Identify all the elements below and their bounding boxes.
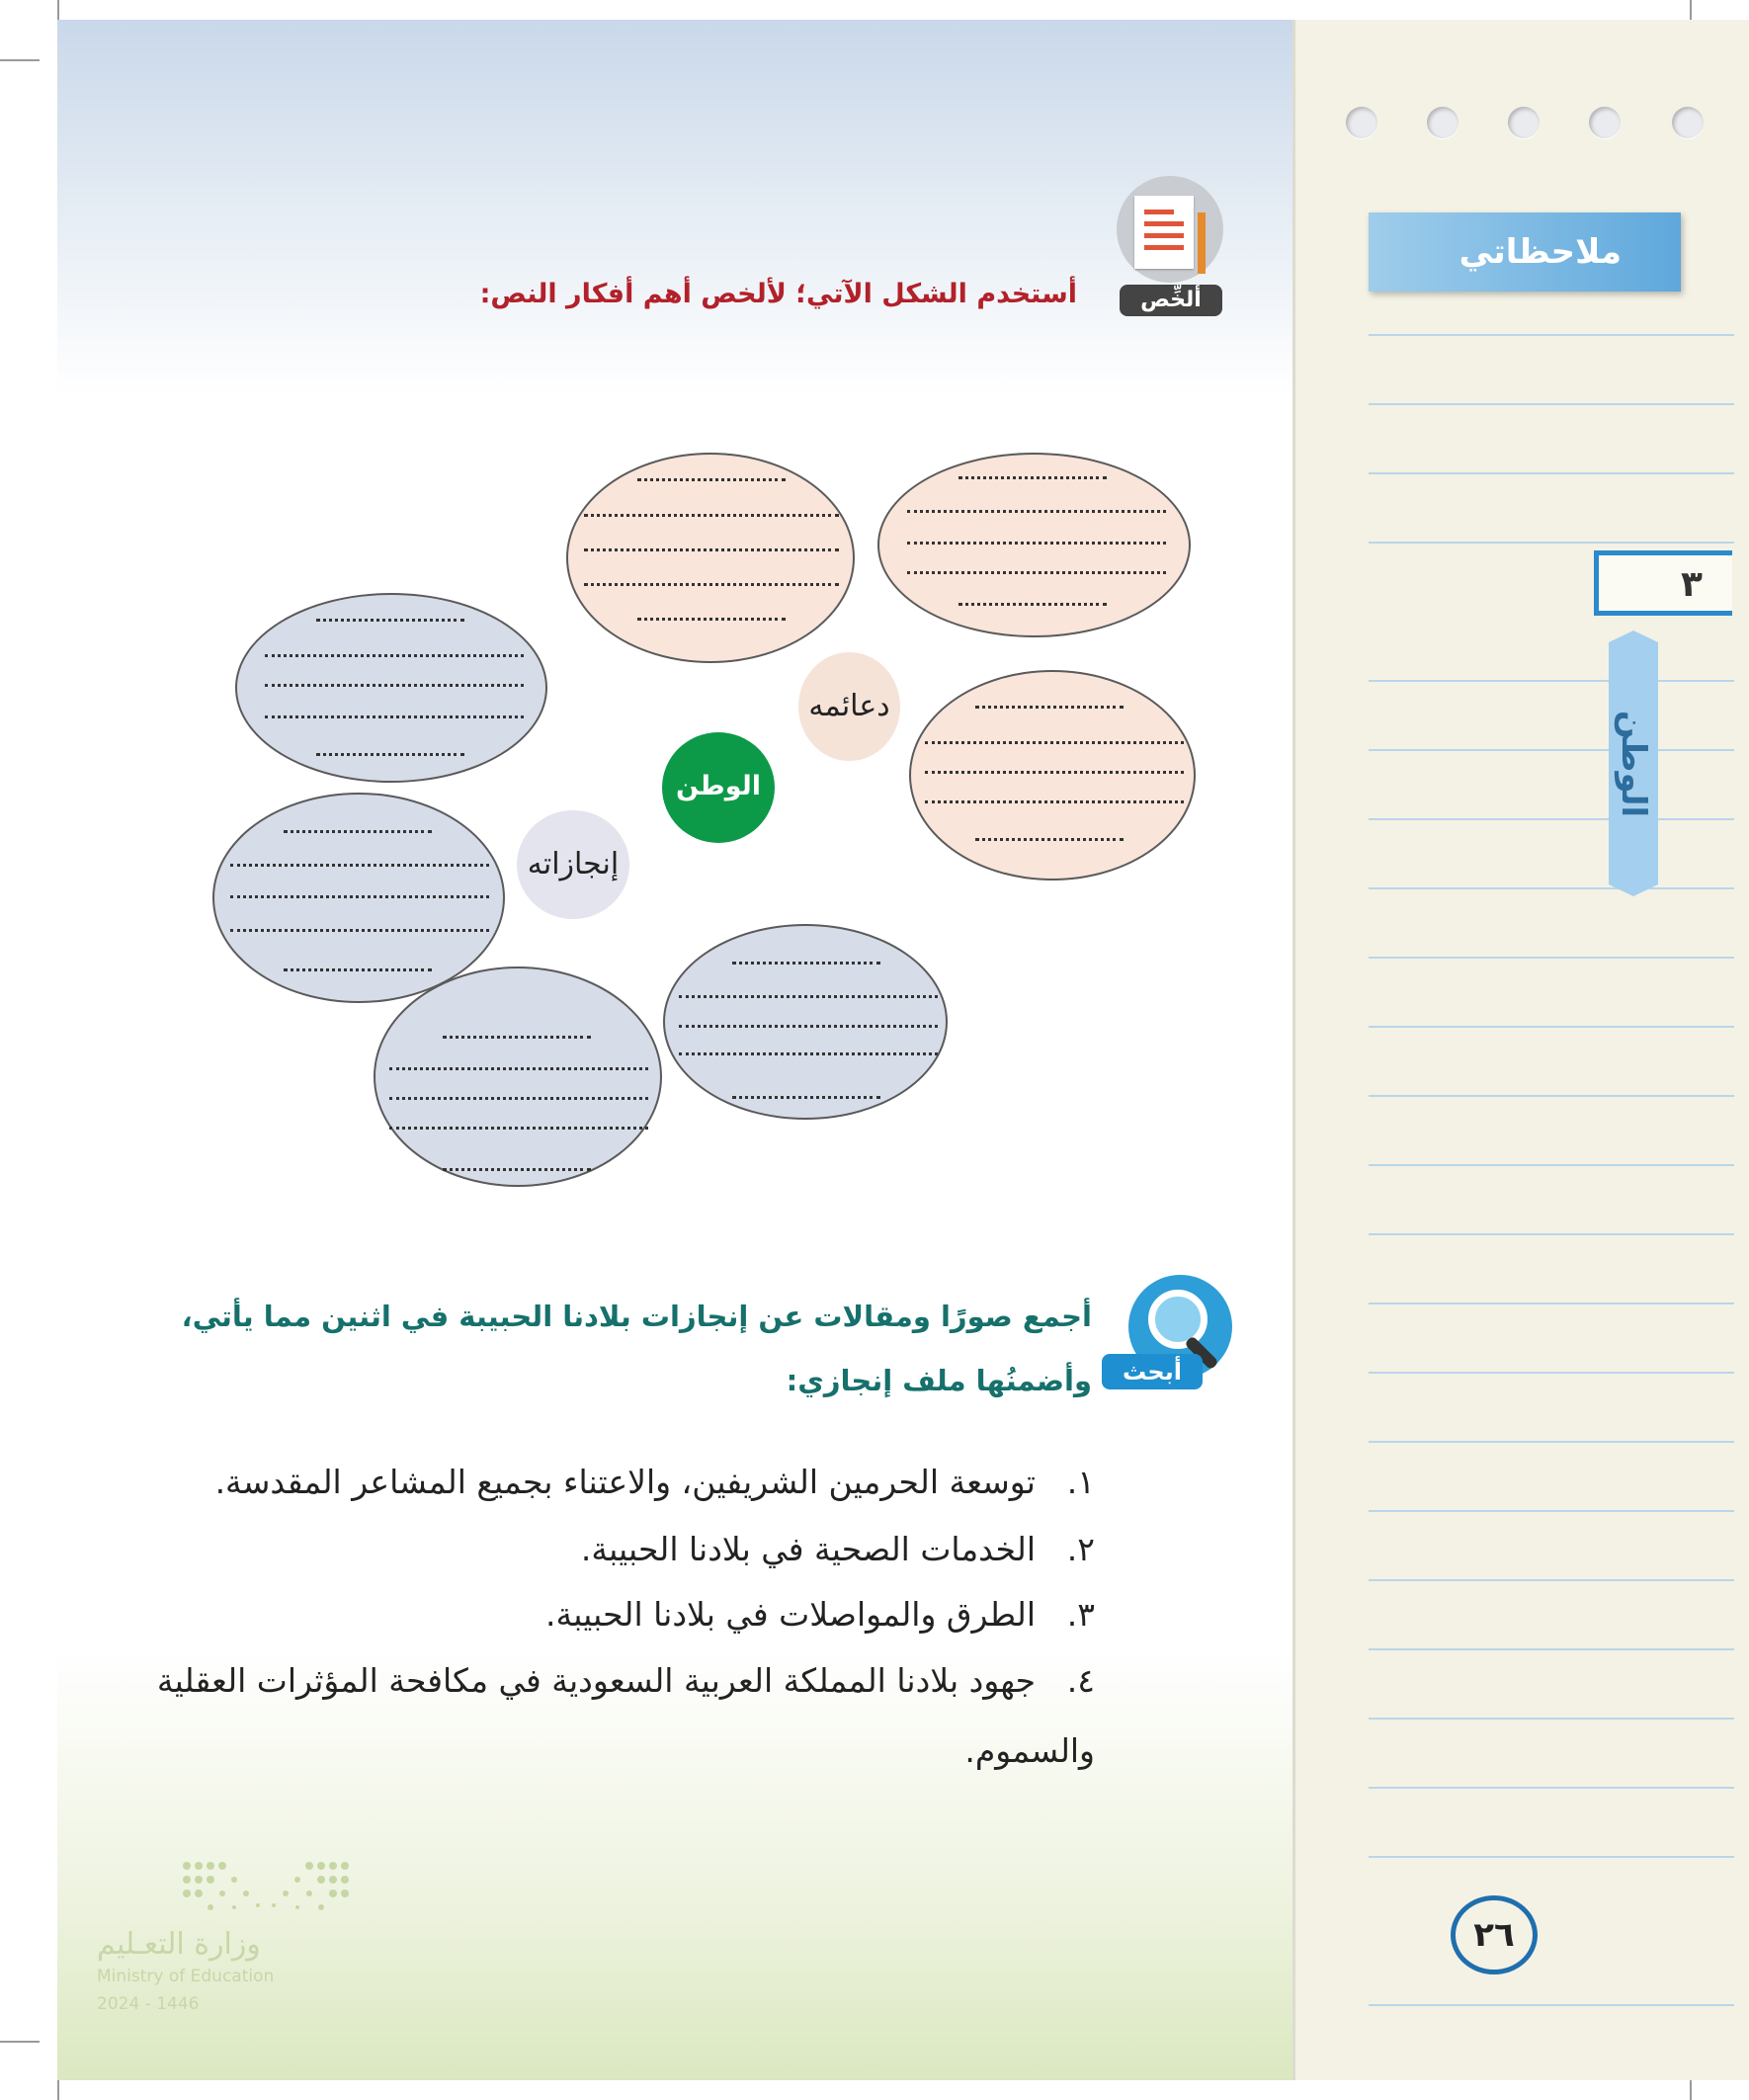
list-item (545, 1595, 1095, 1634)
achievements-label: إنجازاته (517, 810, 629, 919)
note-line (1369, 1718, 1734, 1720)
achievement-oval (235, 593, 547, 783)
pillar-oval (909, 670, 1196, 881)
binder-hole (1427, 107, 1458, 138)
note-line (1369, 334, 1734, 336)
list-item-text: جهود بلادنا المملكة العربية السعودية في مكافحة المؤثرات العقلية (156, 1661, 1036, 1700)
note-line (1369, 542, 1734, 544)
note-line (1369, 1372, 1734, 1374)
note-line (1369, 1510, 1734, 1512)
note-line (1369, 1441, 1734, 1443)
note-line (1369, 818, 1734, 820)
crop-mark (0, 59, 40, 61)
list-item-number: ٢. (1066, 1530, 1095, 1568)
ministry-logo-icon (181, 1858, 351, 1915)
ministry-name-ar: وزارة التعـليم (97, 1927, 261, 1962)
binder-hole (1508, 107, 1540, 138)
list-item (581, 1530, 1095, 1568)
note-line (1369, 1095, 1734, 1097)
pillars-label: دعائمه (798, 652, 900, 761)
page-number: ٢٦ (1451, 1895, 1538, 1974)
note-line (1369, 680, 1734, 682)
ministry-year: 2024 - 1446 (97, 1994, 200, 2014)
achievement-oval (212, 793, 505, 1003)
note-line (1369, 403, 1734, 405)
achievement-oval (374, 966, 662, 1187)
note-line (1369, 749, 1734, 751)
notes-title: ملاحظاتي (1458, 232, 1622, 272)
list-item-number: ٣. (1066, 1595, 1095, 1634)
achievement-oval (663, 924, 948, 1120)
pillar-oval (566, 453, 855, 663)
note-line (1369, 1164, 1734, 1166)
note-line (1369, 1787, 1734, 1789)
note-line (1369, 887, 1734, 889)
center-node: الوطن (662, 732, 775, 843)
note-line (1369, 1302, 1734, 1304)
note-line (1369, 1579, 1734, 1581)
note-line (1369, 1856, 1734, 1858)
ministry-name-en: Ministry of Education (97, 1967, 275, 1986)
pencil-icon (1198, 212, 1206, 274)
binder-hole (1589, 107, 1621, 138)
research-instruction-line1: أجمع صورًا ومقالات عن إنجازات بلادنا الحبيبة في اثنين مما يأتي، (181, 1300, 1092, 1333)
note-line (1369, 1648, 1734, 1650)
crop-mark (0, 2041, 40, 2043)
binder-hole (1672, 107, 1704, 138)
list-item-text: الطرق والمواصلات في بلادنا الحبيبة. (545, 1595, 1036, 1634)
note-line (1369, 1026, 1734, 1028)
notes-title-tag (1369, 212, 1681, 292)
list-item (215, 1463, 1095, 1501)
note-line (1369, 2004, 1734, 2006)
binder-hole (1346, 107, 1377, 138)
unit-title: الوطن (1614, 710, 1653, 817)
unit-number-box: ٣ (1594, 550, 1732, 616)
note-line (1369, 957, 1734, 959)
document-icon (1134, 196, 1194, 269)
summary-instruction: أستخدم الشكل الآتي؛ لألخص أهم أفكار النص: (479, 279, 1077, 309)
research-instruction-line2: وأضمنُها ملف إنجازي: (786, 1364, 1092, 1397)
unit-tab (1609, 642, 1658, 884)
list-item-number: ٤. (1066, 1661, 1095, 1700)
list-item-text: الخدمات الصحية في بلادنا الحبيبة. (580, 1530, 1036, 1568)
note-line (1369, 1233, 1734, 1235)
list-item (157, 1661, 1095, 1700)
summary-badge: ألخِّص (1120, 285, 1222, 316)
list-item-text: توسعة الحرمين الشريفين، والاعتناء بجميع المشاعر المقدسة. (214, 1463, 1036, 1501)
list-item-number: ١. (1066, 1463, 1095, 1501)
note-line (1369, 472, 1734, 474)
list-item-continuation: والسموم. (964, 1731, 1095, 1770)
pillar-oval (877, 453, 1191, 637)
magnifier-lens (1148, 1290, 1208, 1349)
research-badge: أبحث (1102, 1354, 1203, 1389)
notes-panel (1292, 20, 1749, 2080)
